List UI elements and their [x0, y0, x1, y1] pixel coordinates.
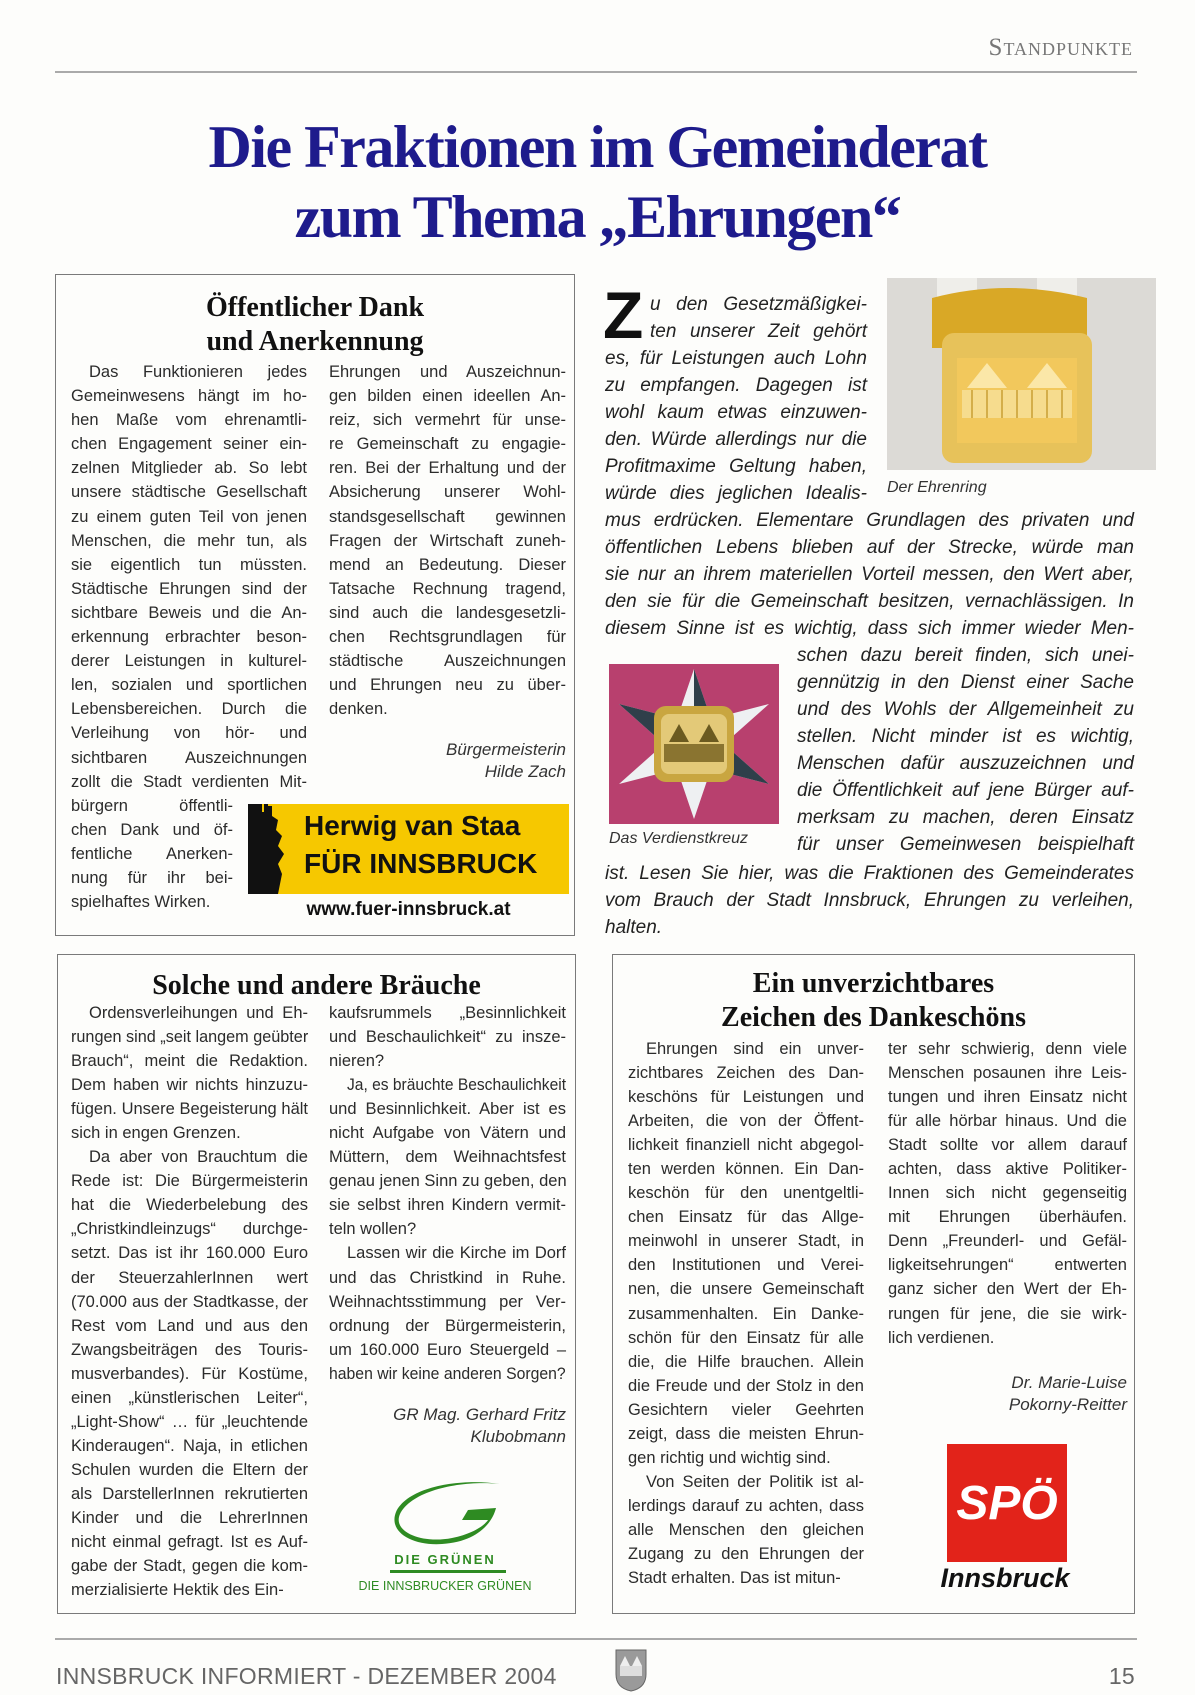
text-line: Von Seiten der Politik ist al- [646, 1472, 864, 1491]
text-line: Schulen wurden die Eltern der [71, 1460, 308, 1479]
text-line: Stadt erhalten. Das ist mitun- [628, 1569, 841, 1588]
text-line: mit Ehrungen überhäufen. [888, 1208, 1127, 1227]
text-line: hen Maße vom ehrenamtli- [71, 411, 307, 430]
page-number: 15 [1108, 1663, 1135, 1689]
text-line: denken. [329, 700, 388, 719]
text-line: als DarstellerInnen rekrutierten [71, 1484, 308, 1503]
text-line: (70.000 aus der Stadtkasse, der [71, 1292, 308, 1311]
text-line: chen Dank und öf- [71, 820, 233, 839]
text-line: der SteuerzahlerInnen wert [71, 1268, 308, 1287]
text-line: nung für ihr bei- [71, 869, 233, 888]
text-line: schön für den Einsatz für alle [628, 1328, 864, 1347]
text-line: spielhaftes Wirken. [71, 893, 211, 912]
signature-name: Hilde Zach [484, 762, 566, 781]
text-line: Lebensbereichen. Durch die [71, 700, 307, 719]
text-line: mend an Bedeutung. Dieser [329, 555, 566, 574]
text-line: nicht Aufgabe von Vätern und [329, 1124, 566, 1143]
article-heading: Solche und andere Bräuche [152, 970, 481, 1001]
text-line: gennützig in den Dienst einer Sache [797, 671, 1134, 693]
text-line: unsere städtische Gesellschaft [71, 483, 307, 502]
text-line: nicht einmal gefragt. Ist es Auf- [71, 1533, 308, 1552]
page-title-line-2: zum Thema „Ehrungen“ [294, 184, 901, 250]
text-line: ordnung der Bürgermeisterin, [329, 1316, 566, 1335]
text-line: ganz sicher den Wert der Eh- [888, 1280, 1127, 1299]
text-line: merksam zu machen, deren Einsatz [797, 806, 1134, 828]
text-line: Absicherung unserer Wohl- [329, 483, 566, 502]
header-rule [55, 71, 1137, 73]
text-line: wohl kaum etwas einzuwen- [605, 401, 867, 423]
text-line: Kinder und die LehrerInnen [71, 1509, 308, 1528]
text-line: derer Leistungen in kulturel- [71, 652, 307, 671]
text-line: Gesichtern vieler Geehrten [628, 1400, 864, 1419]
verdienstkreuz-photo [609, 664, 779, 824]
text-line: haben wir keine anderen Sorgen? [329, 1364, 566, 1383]
footer-rule [55, 1638, 1137, 1640]
text-line: Ordensverleihungen und Eh- [89, 1003, 308, 1022]
article-heading: Zeichen des Dankeschöns [721, 1002, 1026, 1033]
text-line: keschöns für Leistungen und [628, 1088, 864, 1107]
text-line: „Christkindleinzugs“ durchge- [71, 1220, 308, 1239]
text-line: „Light-Show“ … für „leuchtende [71, 1412, 308, 1431]
text-line: teln wollen? [329, 1220, 417, 1239]
text-line: bürgern öffentli- [71, 796, 233, 815]
signature-role: Bürgermeisterin [446, 740, 566, 759]
text-line: und Beschaulichkeit“ zu insze- [329, 1028, 566, 1047]
text-line: Rest vom Land und aus den [71, 1316, 308, 1335]
text-line: Profitmaxime Geltung haben, [605, 455, 867, 477]
text-line: chen Engagement seiner ein- [71, 435, 307, 454]
text-line: ter sehr schwierig, denn viele [888, 1039, 1127, 1058]
text-line: zichtbares Zeichen des Dan- [628, 1064, 864, 1083]
spoe-logo [947, 1444, 1067, 1562]
text-line: für unser Gemeinwesen beispielhaft [797, 833, 1134, 855]
text-line: fentliche Anerken- [71, 844, 233, 863]
text-line: ist. Lesen Sie hier, was die Fraktionen des Gemeinderates [605, 862, 1134, 884]
text-line: Menschen posaunen ihre Leis- [888, 1064, 1127, 1083]
text-line: chen Einsatz für das Allge- [628, 1208, 864, 1227]
text-line: sich in engen Grenzen. [71, 1124, 241, 1143]
text-line: len, sozialen und sportlichen [71, 676, 307, 695]
page-title-line-1: Die Fraktionen im Gemeinderat [208, 114, 987, 180]
text-line: Stadt sollte vor allem darauf [888, 1136, 1127, 1155]
text-line: sie eigentlich tun müssten. [71, 555, 307, 574]
text-line: die Freude und der Stolz in den [628, 1376, 864, 1395]
text-line: sie selbst ihren Kindern vermit- [329, 1196, 566, 1215]
text-line: zusammenhalten. Ein Danke- [628, 1304, 864, 1323]
text-line: Denn „Freunderl- und Gefäl- [888, 1232, 1127, 1251]
text-line: den sie für die Gemeinschaft besitzen, vernachlässigen. In [605, 590, 1134, 612]
text-line: genau jenen Sinn zu geben, den [329, 1172, 567, 1191]
gruene-logo-name: DIE GRÜNEN [394, 1552, 496, 1567]
text-line: reiz, sich vermehrt für unse- [329, 411, 566, 430]
text-line: Zwangsbeiträgen des Touris- [71, 1340, 308, 1359]
text-line: ten unserer Zeit gehört [650, 320, 867, 342]
text-line: merzialisierte Hektik des Ein- [71, 1581, 284, 1600]
signature-name-2: Pokorny-Reitter [1008, 1395, 1127, 1414]
text-line: lichkeit finanziell nicht abgegol- [628, 1136, 864, 1155]
article-heading: Ein unverzichtbares [752, 968, 995, 999]
text-line: sichtbare Beweis und die An- [71, 603, 307, 622]
text-line: standsgesellschaft gewinnen [329, 507, 566, 526]
text-line: Verleihung von hör- und [71, 724, 307, 743]
text-line: Ehrungen sind ein unver- [646, 1039, 864, 1058]
text-line: Arbeiten, die von der Öffent- [628, 1112, 864, 1131]
spoe-logo-text: SPÖ [956, 1477, 1058, 1530]
text-line: gabe der Stadt, gegen die kom- [71, 1557, 308, 1576]
text-line: hat die Wiederbelebung des [71, 1196, 308, 1215]
text-line: Fragen der Wirtschaft zuneh- [329, 531, 566, 550]
text-line: fügen. Unsere Begeisterung hält [71, 1100, 308, 1119]
text-line: ren. Bei der Erhaltung und der [329, 459, 566, 478]
text-line: Ja, es bräuchte Beschaulichkeit [347, 1076, 567, 1095]
city-crest-icon [614, 1648, 648, 1692]
spoe-logo-sub: Innsbruck [940, 1563, 1070, 1593]
text-line: Lassen wir die Kirche im Dorf [347, 1244, 566, 1263]
text-line: rungen für jene, die sie wirk- [888, 1304, 1127, 1323]
text-line: Städtische Ehrungen sind der [71, 579, 307, 598]
text-line: nen, die unsere Gemeinschaft [628, 1280, 864, 1299]
text-line: schen dazu bereit finden, sich unei- [797, 644, 1134, 666]
text-line: gen bilden einen ideellen An- [329, 387, 566, 406]
text-line: um 160.000 Euro Steuergeld – [329, 1340, 566, 1359]
ad-headline: Herwig van Staa [304, 810, 521, 841]
text-line: kaufsrummels „Besinnlichkeit [329, 1003, 566, 1022]
text-line: Da aber von Brauchtum die [89, 1148, 308, 1167]
text-line: gen richtig und wichtig sind. [628, 1448, 831, 1467]
text-line: zelnen Mitglieder ab. So lebt [71, 459, 307, 478]
text-line: den. Würde allerdings nur die [605, 428, 867, 450]
text-line: zu einem guten Teil von jenen [71, 507, 307, 526]
section-label: Standpunkte [988, 34, 1133, 61]
text-line: nieren? [329, 1052, 385, 1071]
text-line: zeigt, dass die meisten Ehrun- [628, 1424, 864, 1443]
ad-url-link[interactable]: www.fuer-innsbruck.at [306, 899, 511, 920]
text-line: chen Rechtsgrundlagen für [329, 628, 566, 647]
text-line: zollt die Stadt verdienten Mit- [71, 772, 307, 791]
gruene-logo-sub: DIE INNSBRUCKER GRÜNEN [358, 1579, 532, 1593]
text-line: und des Wohls der Allgemeinheit zu [797, 698, 1134, 720]
text-line: sie nur an ihrem materiellen Vorteil messen, den Wert aber, [605, 563, 1134, 585]
text-line: Innen sich nicht gegenseitig [888, 1184, 1127, 1203]
text-line: tungen und ihren Einsatz nicht [888, 1088, 1127, 1107]
text-line: Müttern, dem Weihnachtsfest [329, 1148, 566, 1167]
text-line: re Gemeinschaft zu engagie- [329, 435, 566, 454]
ad-subline: FÜR INNSBRUCK [304, 848, 538, 879]
text-line: diesem Sinne ist es wichtig, dass sich immer wieder Men- [605, 617, 1134, 639]
text-line: Menschen, die mehr tun, als [71, 531, 307, 550]
text-line: Dem haben wir nichts hinzuzu- [71, 1076, 308, 1095]
text-line: städtische Auszeichnungen [329, 652, 566, 671]
text-line: für alle hörbar hinaus. Und die [888, 1112, 1127, 1131]
text-line: u den Gesetzmäßigkei- [650, 293, 867, 315]
text-line: ten werden können. Ein Dan- [628, 1160, 864, 1179]
text-line: Rede ist: Die Bürgermeisterin [71, 1172, 308, 1191]
article-heading: und Anerkennung [206, 326, 424, 357]
text-line: öffentlichen Lebens blieben auf der Strecke, würde man [605, 536, 1134, 558]
text-line: erkennung erbrachter beson- [71, 628, 307, 647]
gruene-logo-icon [392, 1480, 502, 1548]
text-line: Das Funktionieren jedes [89, 362, 307, 381]
text-line: halten. [605, 916, 663, 938]
text-line: die Öffentlichkeit auf jene Bürger auf- [797, 779, 1134, 801]
herwig-van-staa-ad [248, 804, 569, 894]
text-line: vom Brauch der Stadt Innsbruck, Ehrungen zu verleihen, [605, 889, 1134, 911]
text-line: und Ehrungen neu zu über- [329, 676, 566, 695]
text-line: setzt. Das ist ihr 160.000 Euro [71, 1244, 308, 1263]
ehrenring-photo [887, 278, 1156, 470]
caption-ehrenring: Der Ehrenring [887, 479, 987, 496]
drop-cap: Z [603, 278, 644, 352]
text-line: Menschen dafür auszuzeichnen und [797, 752, 1134, 774]
text-line: keschön für den unentgeltli- [628, 1184, 864, 1203]
text-line: alle Menschen den gleichen [628, 1520, 864, 1539]
text-line: Gemeinwesens hängt im ho- [71, 387, 307, 406]
text-line: musverbandes). Für Kostüme, [71, 1364, 308, 1383]
text-line: die, die Hilfe brauchen. Allein [628, 1352, 864, 1371]
text-line: Kinderaugen“. Naja, in etlichen [71, 1436, 308, 1455]
text-line: rungen sind „seit langem geübter [71, 1028, 309, 1047]
text-line: Brauch“, meint die Redaktion. [71, 1052, 308, 1071]
text-line: Weihnachtsstimmung per Ver- [329, 1292, 566, 1311]
text-line: achten, dass aktive Politiker- [888, 1160, 1127, 1179]
signature-name: Dr. Marie-Luise [1011, 1373, 1127, 1392]
text-line: ligkeitsehrungen“ entwerten [888, 1256, 1127, 1275]
text-line: den Institutionen und Verei- [628, 1256, 864, 1275]
text-line: es, für Leistungen auch Lohn [605, 347, 867, 369]
footer-publication: INNSBRUCK INFORMIERT - DEZEMBER 2004 [56, 1663, 557, 1689]
text-line: mus erdrücken. Elementare Grundlagen des privaten und [605, 509, 1134, 531]
article-heading: Öffentlicher Dank [205, 292, 425, 323]
text-line: lich verdienen. [888, 1328, 995, 1347]
text-line: lerdings darauf zu achten, dass [628, 1496, 864, 1515]
text-line: zu empfangen. Dagegen ist [605, 374, 867, 396]
text-line: meinwohl in unserer Stadt, in [628, 1232, 864, 1251]
logo-rule [390, 1570, 506, 1573]
text-line: sind auch die landesgesetzli- [329, 603, 566, 622]
caption-verdienstkreuz: Das Verdienstkreuz [609, 830, 749, 847]
text-line: stellen. Nicht minder ist es wichtig, [797, 725, 1134, 747]
text-line: Zugang zu den Ehrungen der [628, 1545, 864, 1564]
text-line: einen „künstlerischen Leiter“, [71, 1388, 308, 1407]
text-line: Ehrungen und Auszeichnun- [329, 362, 566, 381]
text-line: sichtbaren Auszeichnungen [71, 748, 307, 767]
text-line: und das Christkind in Ruhe. [329, 1268, 566, 1287]
signature-role: Klubobmann [470, 1427, 566, 1446]
text-line: Tatsache Rechnung tragend, [329, 579, 566, 598]
signature-name: GR Mag. Gerhard Fritz [393, 1405, 566, 1424]
text-line: würde dies jeglichen Idealis- [605, 482, 867, 504]
text-line: und Besinnlichkeit. Aber ist es [329, 1100, 566, 1119]
tower-silhouette-icon [248, 804, 294, 894]
